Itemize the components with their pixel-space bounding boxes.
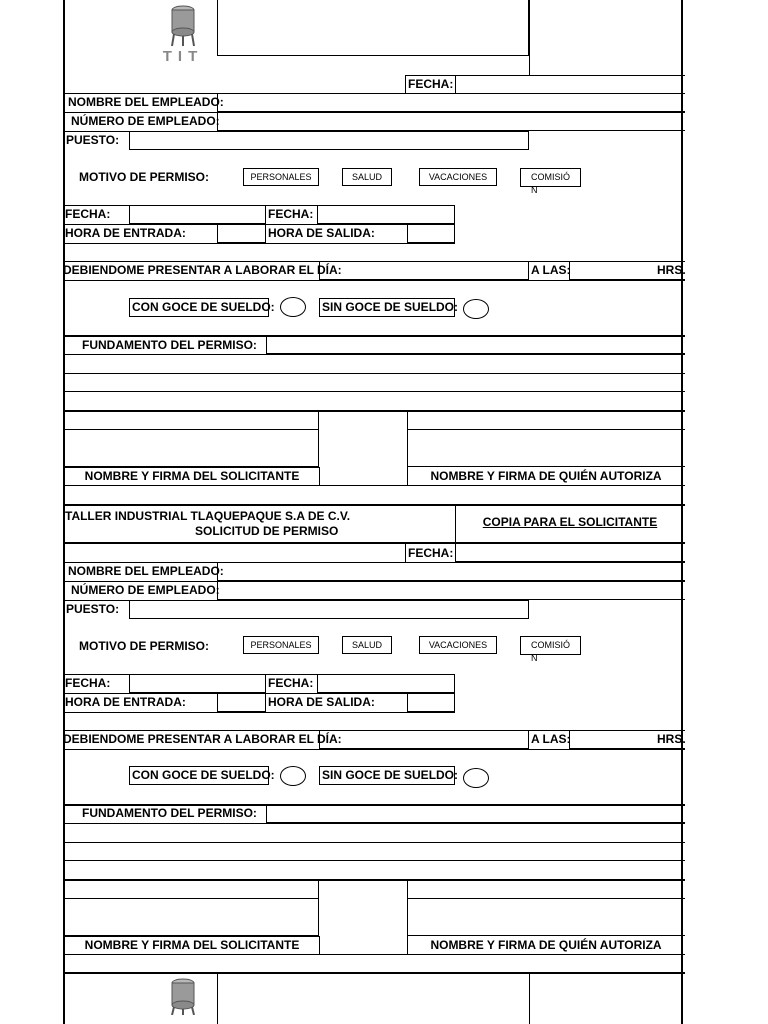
- date-label: FECHA:: [408, 77, 454, 91]
- return-time-label: A LAS:: [531, 263, 571, 277]
- copy-reason-vacation[interactable]: VACACIONES: [419, 636, 497, 654]
- entry-time-field[interactable]: [217, 224, 266, 243]
- end-date-label: FECHA:: [268, 207, 314, 221]
- tank-icon: [158, 2, 208, 48]
- copy-exit-time-field[interactable]: [407, 693, 455, 712]
- position-label: PUESTO:: [66, 133, 120, 147]
- copy-reason-label: MOTIVO DE PERMISO:: [79, 639, 210, 653]
- tank-icon: [158, 975, 208, 1015]
- copy-with-pay-label-box: CON GOCE DE SUELDO:: [129, 766, 269, 785]
- applicant-signature-box[interactable]: [65, 411, 319, 467]
- copy-entry-time-label: HORA DE ENTRADA:: [65, 695, 186, 709]
- return-day-label: DEBIENDOME PRESENTAR A LABORAR EL DÍA:: [63, 263, 342, 277]
- authorizer-signature-box[interactable]: [407, 411, 685, 467]
- copy-with-pay-radio[interactable]: [280, 766, 306, 786]
- copy-reason-basis-label: FUNDAMENTO DEL PERMISO:: [82, 806, 257, 820]
- copy-employee-name-field[interactable]: [217, 562, 685, 581]
- copy-start-date-label: FECHA:: [65, 676, 111, 690]
- exit-time-field[interactable]: [407, 224, 455, 243]
- reason-vacation[interactable]: VACACIONES: [419, 168, 497, 186]
- copy-position-label: PUESTO:: [66, 602, 120, 616]
- with-pay-radio[interactable]: [280, 297, 306, 317]
- copy-reason-health[interactable]: SALUD: [342, 636, 392, 654]
- copy-date-label: FECHA:: [408, 546, 454, 560]
- copy-start-date-field[interactable]: [129, 674, 266, 693]
- copy-return-day-label: DEBIENDOME PRESENTAR A LABORAR EL DÍA:: [63, 732, 342, 746]
- copy-employee-name-label: NOMBRE DEL EMPLEADO:: [68, 564, 224, 578]
- employee-number-field[interactable]: [217, 112, 685, 131]
- copy-label: COPIA PARA EL SOLICITANTE: [482, 515, 658, 529]
- copy-return-day-field[interactable]: [319, 730, 529, 749]
- start-date-field[interactable]: [129, 205, 266, 224]
- title-box: [217, 0, 529, 56]
- copy-exit-time-label: HORA DE SALIDA:: [268, 695, 375, 709]
- employee-number-label: NÚMERO DE EMPLEADO:: [71, 114, 220, 128]
- copy-applicant-signature-label: NOMBRE Y FIRMA DEL SOLICITANTE: [84, 938, 300, 952]
- reason-label: MOTIVO DE PERMISO:: [79, 170, 210, 184]
- copy-employee-number-label: NÚMERO DE EMPLEADO:: [71, 583, 220, 597]
- exit-time-label: HORA DE SALIDA:: [268, 226, 375, 240]
- copy-reason-commission[interactable]: COMISIÓ N: [520, 636, 581, 655]
- copy-without-pay-label-box: SIN GOCE DE SUELDO:: [319, 766, 455, 785]
- copy-reason-personal[interactable]: PERSONALES: [243, 636, 319, 654]
- copy-entry-time-field[interactable]: [217, 693, 266, 712]
- applicant-signature-label: NOMBRE Y FIRMA DEL SOLICITANTE: [84, 469, 300, 483]
- logo-text: TIT: [162, 48, 204, 65]
- logo-bottom: [158, 975, 208, 1015]
- copy-employee-number-field[interactable]: [217, 581, 685, 600]
- copy-authorizer-signature-label: NOMBRE Y FIRMA DE QUIÉN AUTORIZA: [430, 938, 662, 952]
- reason-basis-label: FUNDAMENTO DEL PERMISO:: [82, 338, 257, 352]
- copy-reason-basis-field[interactable]: [266, 805, 685, 823]
- employee-name-field[interactable]: [217, 93, 685, 112]
- copy-end-date-label: FECHA:: [268, 676, 314, 690]
- authorizer-signature-label: NOMBRE Y FIRMA DE QUIÉN AUTORIZA: [430, 469, 662, 483]
- company-name: TALLER INDUSTRIAL TLAQUEPAQUE S.A DE C.V.: [65, 509, 351, 523]
- position-field[interactable]: [129, 131, 529, 150]
- reason-basis-field[interactable]: [266, 336, 685, 354]
- copy-hours-label: HRS.: [657, 732, 686, 746]
- start-date-label: FECHA:: [65, 207, 111, 221]
- return-day-field[interactable]: [319, 261, 529, 280]
- reason-commission[interactable]: COMISIÓ N: [520, 168, 581, 187]
- employee-name-label: NOMBRE DEL EMPLEADO:: [68, 95, 224, 109]
- copy-return-time-label: A LAS:: [531, 732, 571, 746]
- without-pay-radio[interactable]: [463, 299, 489, 319]
- without-pay-label-box: SIN GOCE DE SUELDO:: [319, 298, 455, 317]
- copy-applicant-signature-box[interactable]: [65, 880, 319, 936]
- copy-authorizer-signature-box[interactable]: [407, 880, 685, 936]
- date-field[interactable]: [455, 75, 685, 94]
- form-title: SOLICITUD DE PERMISO: [195, 524, 339, 538]
- permit-form: [63, 0, 686, 1024]
- reason-health[interactable]: SALUD: [342, 168, 392, 186]
- logo: [158, 2, 208, 64]
- reason-personal[interactable]: PERSONALES: [243, 168, 319, 186]
- entry-time-label: HORA DE ENTRADA:: [65, 226, 186, 240]
- copy-date-field[interactable]: [455, 543, 685, 562]
- copy-end-date-field[interactable]: [317, 674, 455, 693]
- copy-position-field[interactable]: [129, 600, 529, 619]
- hours-label: HRS.: [657, 263, 686, 277]
- with-pay-label-box: CON GOCE DE SUELDO:: [129, 298, 269, 317]
- copy-without-pay-radio[interactable]: [463, 768, 489, 788]
- end-date-field[interactable]: [317, 205, 455, 224]
